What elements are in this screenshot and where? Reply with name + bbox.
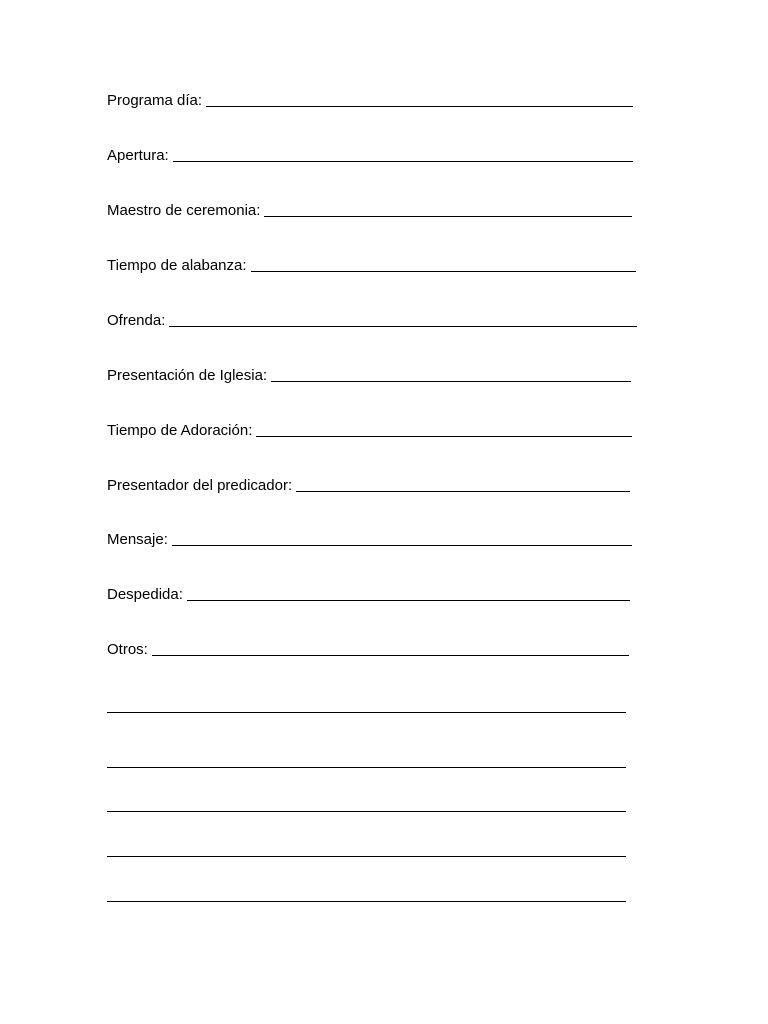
blank-line[interactable] (107, 856, 626, 857)
field-label: Apertura: (107, 147, 169, 164)
fill-line[interactable] (173, 147, 633, 162)
field-label: Ofrenda: (107, 312, 166, 329)
field-label: Otros: (107, 641, 148, 658)
field-tiempo-de-adoracion (107, 420, 632, 440)
field-maestro-de-ceremonia (107, 200, 632, 220)
fill-line[interactable] (187, 586, 630, 601)
fill-line[interactable] (251, 257, 636, 272)
fill-line[interactable] (264, 202, 632, 217)
field-presentacion-de-iglesia (107, 365, 631, 385)
fill-line[interactable] (256, 422, 632, 437)
fill-line[interactable] (271, 367, 631, 382)
field-programa-dia (107, 90, 633, 110)
field-tiempo-de-alabanza (107, 255, 636, 275)
field-label: Despedida: (107, 586, 183, 603)
field-apertura (107, 145, 633, 165)
field-label: Mensaje: (107, 531, 168, 548)
fill-line[interactable] (296, 477, 630, 492)
field-label: Programa día: (107, 92, 203, 109)
field-ofrenda (107, 310, 637, 330)
field-label: Tiempo de Adoración: (107, 422, 253, 439)
blank-line[interactable] (107, 811, 626, 812)
field-label: Tiempo de alabanza: (107, 257, 247, 274)
field-presentador-del-predicador (107, 475, 630, 495)
field-label: Maestro de ceremonia: (107, 202, 261, 219)
field-mensaje (107, 529, 632, 549)
field-label: Presentación de Iglesia: (107, 367, 268, 384)
blank-line[interactable] (107, 901, 626, 902)
fill-line[interactable] (169, 312, 637, 327)
blank-line[interactable] (107, 767, 626, 768)
field-label: Presentador del predicador: (107, 477, 293, 494)
field-despedida (107, 584, 630, 604)
field-otros (107, 639, 629, 659)
fill-line[interactable] (152, 641, 629, 656)
fill-line[interactable] (206, 92, 633, 107)
blank-line[interactable] (107, 712, 626, 713)
fill-line[interactable] (172, 531, 632, 546)
